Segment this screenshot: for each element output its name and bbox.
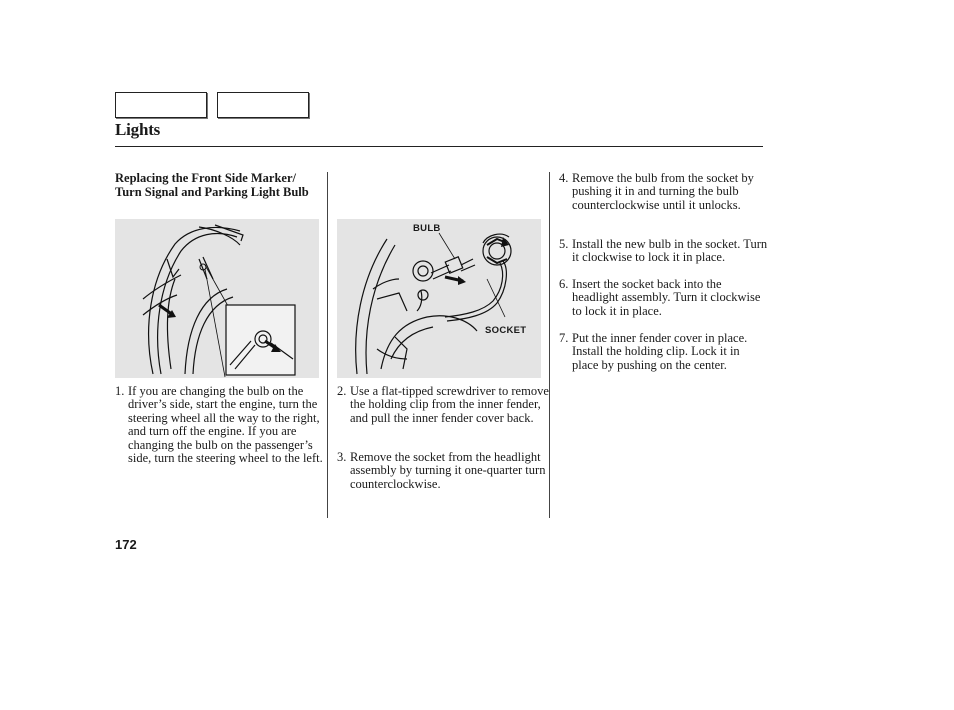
column-divider-1 (327, 172, 328, 518)
nav-tab-box-2[interactable] (217, 92, 309, 118)
headlight-socket-illustration (337, 219, 541, 378)
step-number: 1. (115, 384, 125, 398)
step-number: 5. (559, 237, 569, 251)
fender-clip-drawing (115, 219, 319, 378)
step-text: Install the new bulb in the socket. Turn it clockwise to lock it in place. (572, 237, 768, 265)
step-text: Remove the socket from the headlight assembly by turning it one-quarter turn counterclockwise. (350, 450, 546, 491)
step-3 (337, 451, 549, 491)
step-6 (559, 278, 769, 318)
step-number: 2. (337, 384, 347, 398)
title-divider (115, 146, 763, 147)
step-4 (559, 172, 769, 212)
socket-label: SOCKET (485, 325, 527, 336)
step-text: Remove the bulb from the socket by pushing it in and turning the bulb counterclockwise until it unlocks. (572, 171, 754, 212)
step-text: If you are changing the bulb on the driver’s side, start the engine, turn the steering wheel all the way to the right, and turn off the engine. If you are changing the bulb on the passenger’s side, turn the steering wheel to the left. (128, 384, 323, 466)
column-divider-2 (549, 172, 550, 518)
fender-clip-illustration (115, 219, 319, 378)
page-title: Lights (115, 120, 161, 139)
page-number: 172 (115, 537, 137, 552)
bulb-label: BULB (413, 223, 441, 234)
step-7 (559, 332, 769, 372)
step-number: 6. (559, 277, 569, 291)
step-number: 7. (559, 331, 569, 345)
step-text: Insert the socket back into the headlight assembly. Turn it clockwise to lock it in place. (572, 277, 761, 318)
step-1 (115, 385, 325, 465)
step-text: Put the inner fender cover in place. Install the holding clip. Lock it in place by pushing on the center. (572, 331, 748, 372)
step-number: 4. (559, 171, 569, 185)
section-subheading: Replacing the Front Side Marker/ Turn Signal and Parking Light Bulb (115, 171, 309, 199)
nav-tab-box-1[interactable] (115, 92, 207, 118)
step-5 (559, 238, 769, 265)
step-text: Use a flat-tipped screwdriver to remove the holding clip from the inner fender, and pull the inner fender cover back. (350, 384, 549, 425)
step-number: 3. (337, 450, 347, 464)
headlight-socket-drawing (337, 219, 541, 378)
step-2 (337, 385, 549, 425)
